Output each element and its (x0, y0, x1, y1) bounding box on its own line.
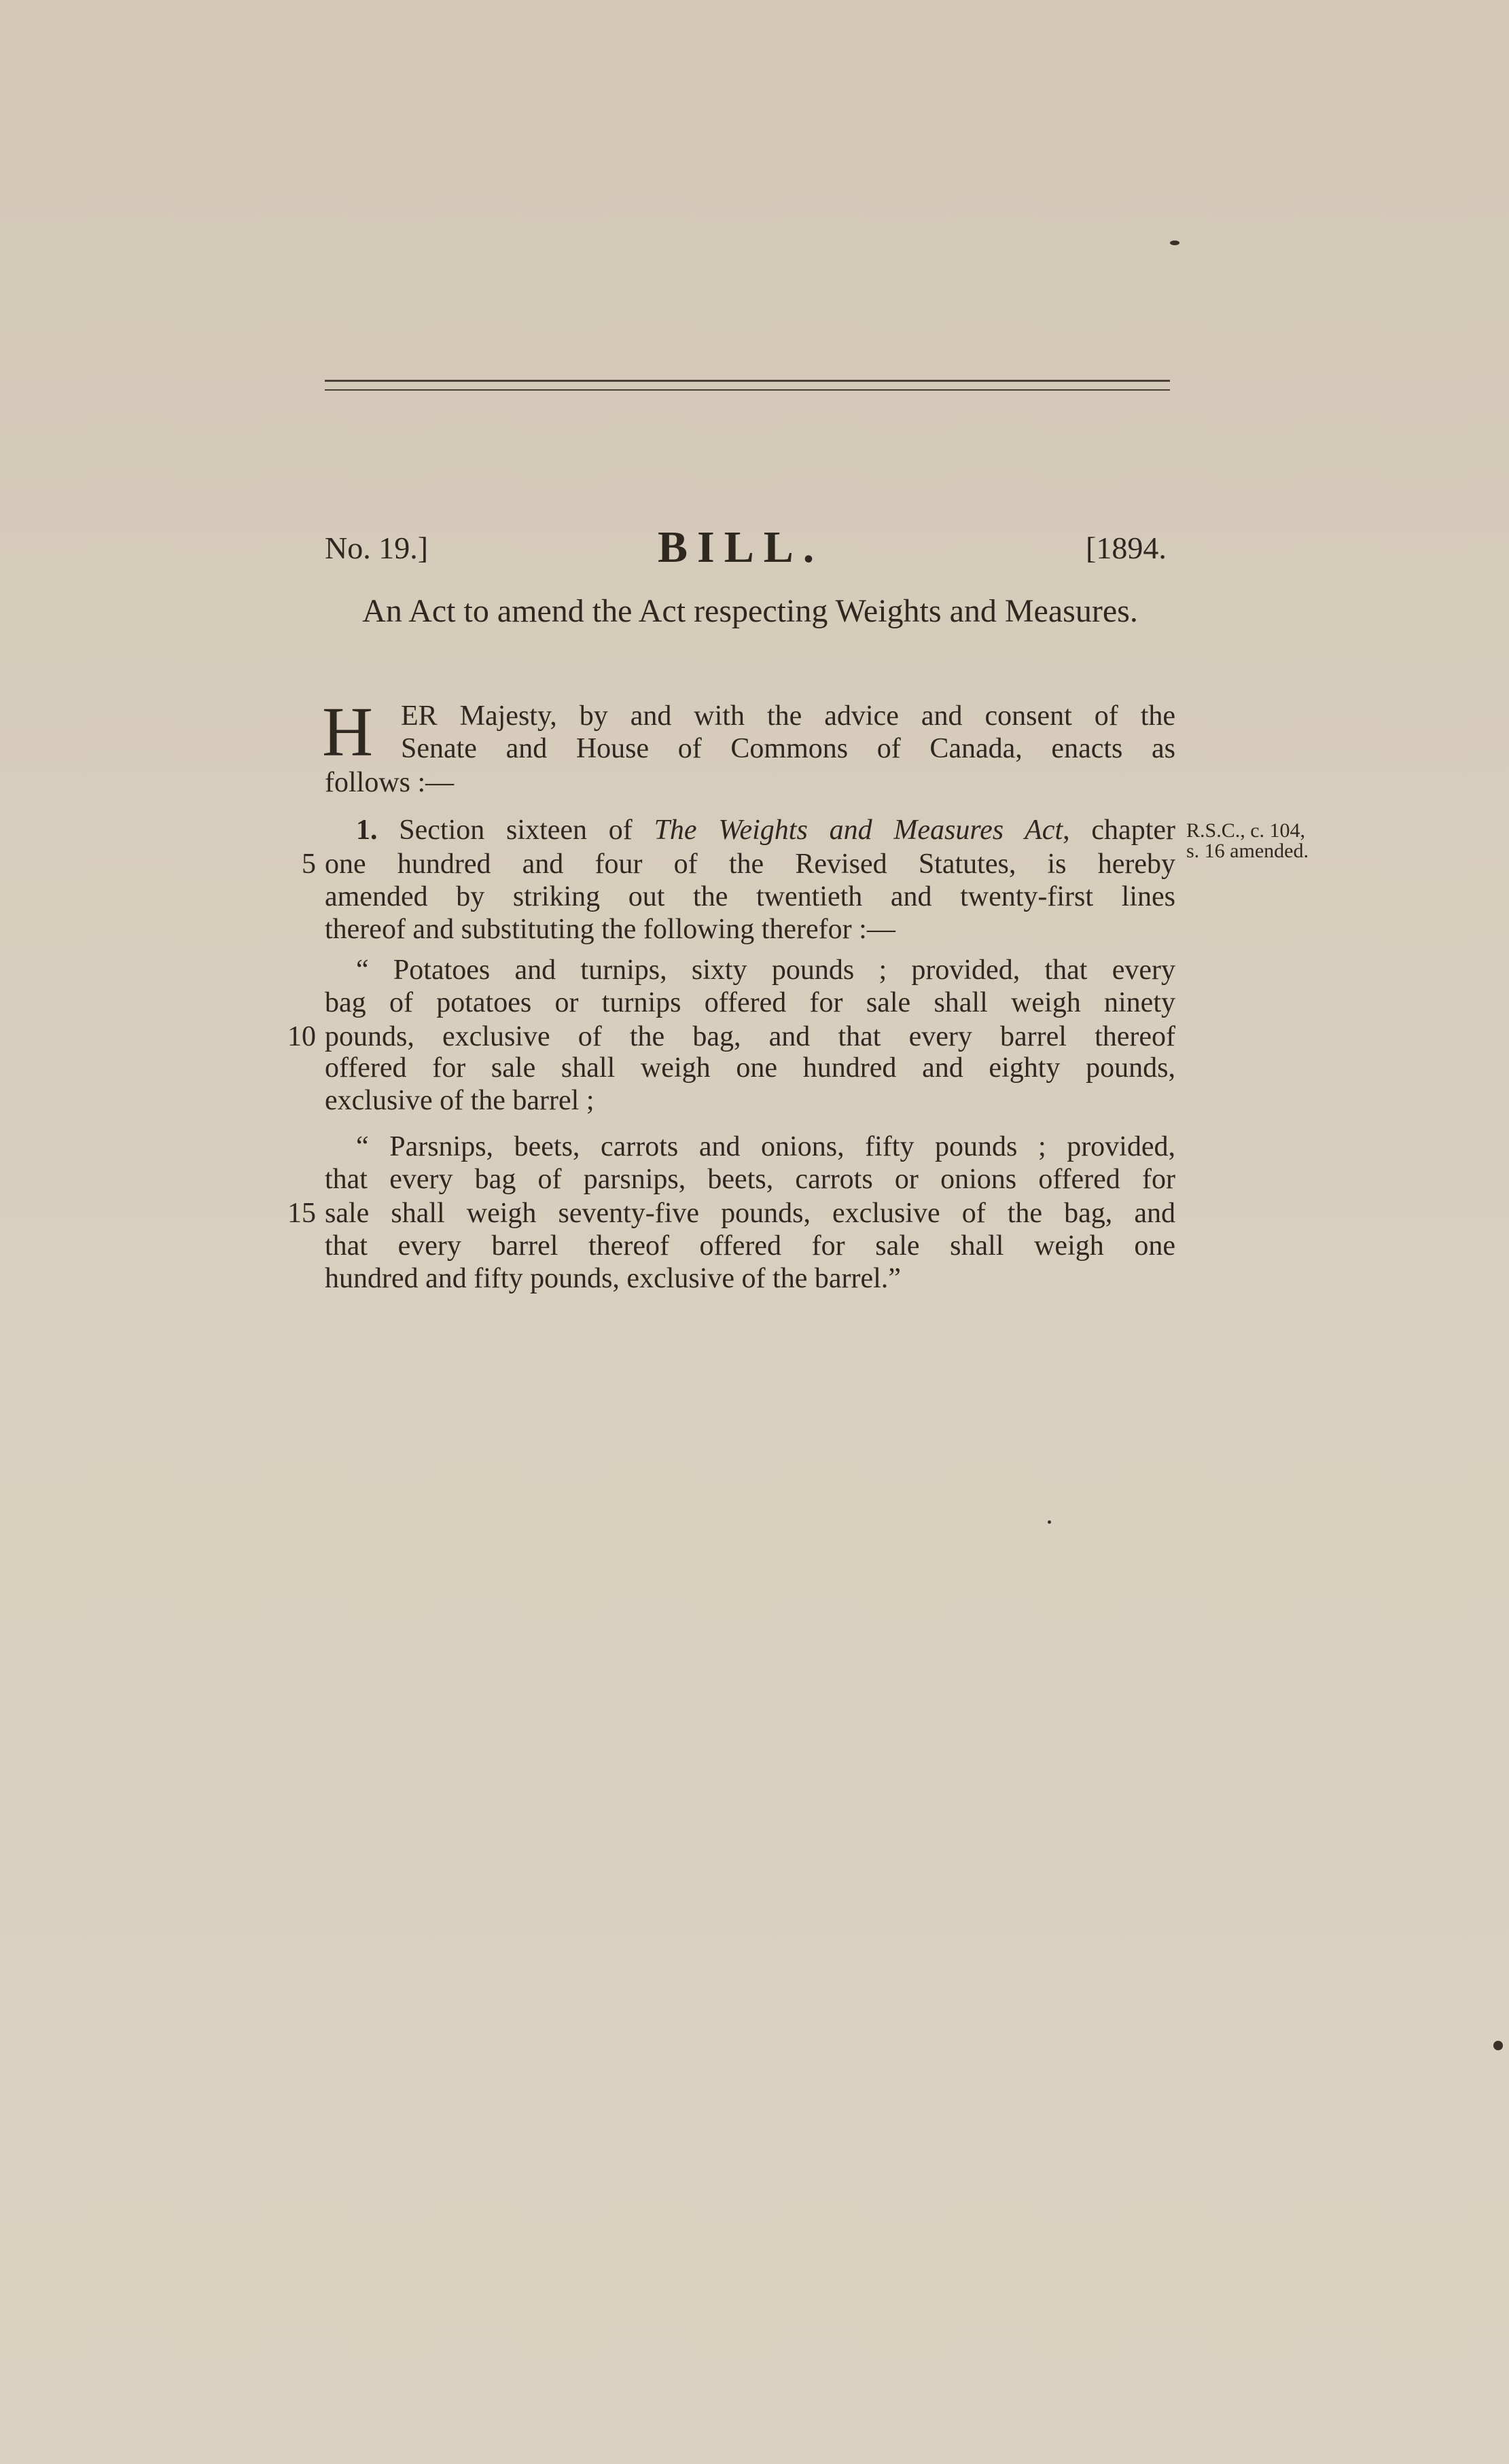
section-1-text-b: , chapter (1063, 815, 1175, 846)
preamble-line-3: follows :— (325, 767, 455, 798)
act-name-italic: The Weights and Measures Act (654, 815, 1063, 846)
dropcap-letter: H (322, 693, 374, 771)
section-number: 1. (356, 815, 378, 846)
line-number-10: 10 (287, 1021, 316, 1052)
preamble-line-2: Senate and House of Commons of Canada, enacts as (401, 733, 1175, 764)
top-double-rule (325, 380, 1170, 382)
section-1-line-4: thereof and substituting the following therefor :— (325, 914, 895, 945)
paper-speck (1170, 240, 1179, 245)
line-number-15: 15 (287, 1198, 316, 1229)
preamble-line-1: ER Majesty, by and with the advice and consent of the (401, 700, 1175, 732)
quote-1-line-1: “ Potatoes and turnips, sixty pounds ; provided, that every (356, 954, 1175, 986)
paper-speck (1048, 1520, 1051, 1524)
section-1-line-1 (356, 814, 1175, 846)
quote-2-line-5: hundred and fifty pounds, exclusive of the barrel.” (325, 1263, 901, 1294)
bill-title: BILL. (658, 522, 824, 572)
section-1-line-2: one hundred and four of the Revised Statutes, is hereby (325, 849, 1175, 880)
quote-2-line-1: “ Parsnips, beets, carrots and onions, fifty pounds ; provided, (356, 1131, 1175, 1162)
margin-note-line-1: R.S.C., c. 104, (1186, 819, 1306, 842)
section-1-line-3: amended by striking out the twentieth and twenty-first lines (325, 881, 1175, 912)
line-number-5: 5 (302, 849, 316, 880)
section-1-text-a: Section sixteen of (399, 815, 654, 846)
quote-2-line-4: that every barrel thereof offered for sale shall weigh one (325, 1230, 1175, 1262)
quote-1-line-3: pounds, exclusive of the bag, and that every barrel thereof (325, 1021, 1175, 1052)
paper-speck (1493, 2041, 1503, 2050)
top-double-rule-lower (325, 389, 1170, 391)
act-subtitle: An Act to amend the Act respecting Weights and Measures. (362, 593, 1138, 629)
bill-number: No. 19.] (325, 531, 429, 565)
quote-2-line-2: that every bag of parsnips, beets, carrots or onions offered for (325, 1164, 1175, 1195)
margin-note-line-2: s. 16 amended. (1186, 840, 1309, 862)
bill-year: [1894. (1086, 531, 1167, 565)
quote-1-line-5: exclusive of the barrel ; (325, 1085, 594, 1116)
quote-1-line-2: bag of potatoes or turnips offered for sale shall weigh ninety (325, 987, 1175, 1018)
quote-2-line-3: sale shall weigh seventy-five pounds, exclusive of the bag, and (325, 1198, 1175, 1229)
quote-1-line-4: offered for sale shall weigh one hundred and eighty pounds, (325, 1052, 1175, 1084)
